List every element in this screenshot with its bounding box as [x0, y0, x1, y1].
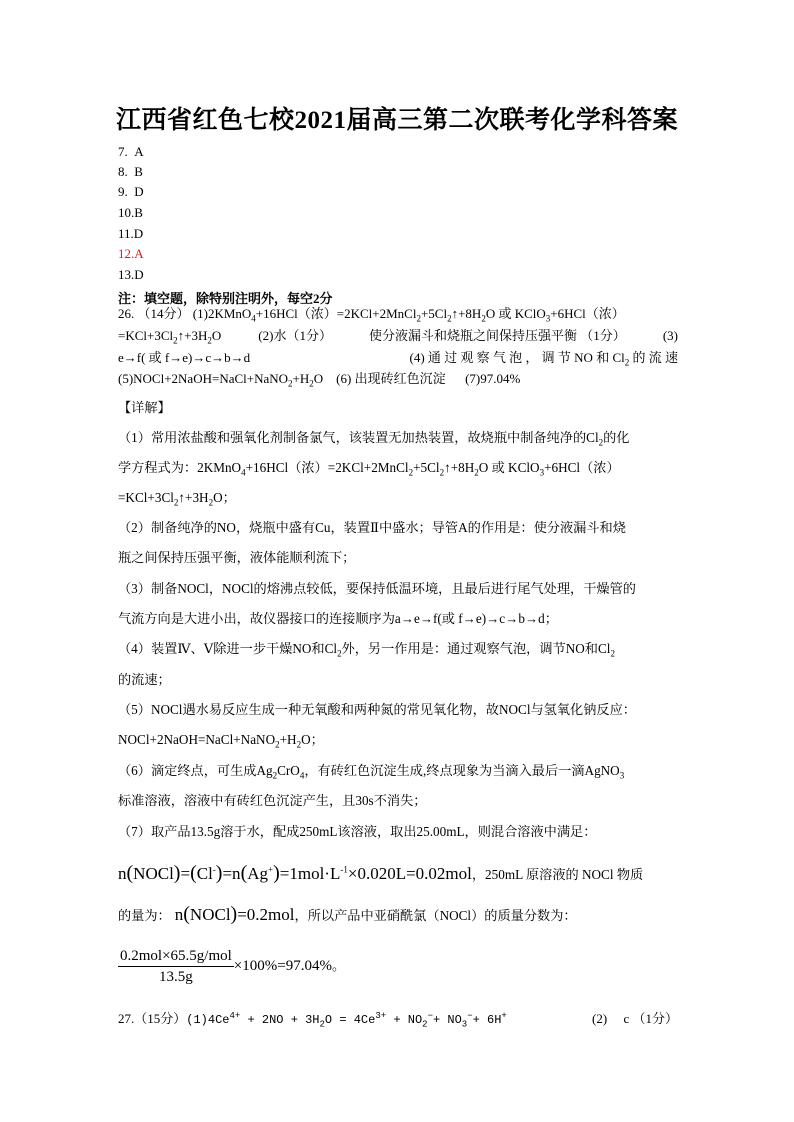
mass-fraction: $\frac{\text{0.2mol×65.5g/mol}}{13.5g}$ [120, 948, 232, 985]
detail-1-eq: 学方程式为：2KMnO$_4$+16HCl（浓）$=2KCl+2MnCl_2+5Cl_2↑+8H_2O$ 或 KClO$_3$+6HCl（浓） [118, 460, 620, 478]
detail-3-cont: 气流方向是大进小出，故仪器接口的连接顺序为a→e→f(或 f→e)→c→b→d； [118, 611, 558, 626]
detail-1: （1）常用浓盐酸和强氧化剂制备氯气，该装置无加热装置，故烧瓶中制备纯净的$Cl_2$的化 [118, 430, 630, 448]
q26-line-1: 26. （14分） (1)2KMnO$_4$+16HCl（浓）$=2KCl+2MnCl_2+5Cl_2↑+8H_2O$ 或 KClO$_3$+6HCl（浓） [118, 306, 625, 324]
answer-item: 11.D [118, 226, 144, 241]
detail-7-fraction: $\frac{\text{0.2mol×65.5g/mol}}{13.5g}$ ×100%=97.04%。 [120, 948, 345, 985]
grading-note: 注：填空题，除特别注明外，每空2分 [118, 291, 333, 306]
answer-item: 13.D [118, 267, 144, 282]
detail-2: （2）制备纯净的NO，烧瓶中盛有Cu，装置Ⅱ中盛水；导管A的作用是：使分液漏斗和烧 [118, 520, 626, 535]
detail-label: 【详解】 [118, 400, 171, 415]
answer-item: 10.B [118, 205, 143, 220]
detail-2-cont: 瓶之间保持压强平衡，液体能顺利流下； [118, 550, 356, 565]
answer-item: 8. B [118, 164, 143, 179]
detail-3: （3）制备NOCl，NOCl的熔沸点较低，要保持低温环境，且最后进行尾气处理，干燥管的 [118, 581, 636, 596]
answer-item-highlighted: 12.A [118, 246, 144, 261]
detail-5-eq: $NOCl+2NaOH=NaCl+NaNO_2+H_2O$； [118, 732, 324, 750]
detail-7-equation: $n(NOCl)=(Cl^-)=n(Ag^+)=1mol\cdot L^{-1}\times 0.020L=0.02mol$，250mL 原溶液的 NOCl 物质 [118, 862, 644, 884]
detail-4: （4）装置Ⅳ、Ⅴ除进一步干燥NO和$Cl_2$外，另一作用是：通过观察气泡，调节NO和$Cl_2$ [118, 641, 615, 659]
answer-item: 9. D [118, 184, 144, 199]
page-title: 江西省红色七校2021届高三第二次联考化学科答案 [115, 107, 678, 134]
q27-line-1: 27.（15分）$(1)4Ce^{4+} + 2NO + 3H_2O = 4Ce^{3+} + NO_2^-+ NO_3^-+ 6H^+$ (2) c （1分） [118, 1011, 678, 1030]
q26-line-3: e→f( 或 f→e)→c→b→d (4) 通 过 观 察 气 泡 ， 调 节 NO 和 $Cl_2$ 的 流 速 [118, 350, 678, 368]
detail-6-cont: 标准溶液，溶液中有砖红色沉淀产生，且30s不消失； [118, 793, 427, 808]
detail-1-eq-cont: $=KCl+3Cl_2↑+3H_2O$； [118, 490, 236, 508]
q26-line-2: $=KCl+3Cl_2↑+3H_2O$ (2)水（1分） 使分液漏斗和烧瓶之间保持压强平衡 （1分） (3) [118, 328, 678, 346]
answer-item: 7. A [118, 144, 144, 159]
q26-line-4: $(5)NOCl+2NaOH=NaCl+NaNO_2+H_2O$ (6) 出现砖红色沉淀 (7)97.04% [118, 371, 521, 389]
detail-5: （5）NOCl遇水易反应生成一种无氧酸和两种氮的常见氧化物，故NOCl与氢氧化钠反应： [118, 702, 636, 717]
detail-7-amount: 的量为： n(NOCl)=0.2mol，所以产品中亚硝酰氯（NOCl）的质量分数为： [118, 903, 577, 925]
detail-6: （6）滴定终点，可生成$Ag_2CrO_4$，有砖红色沉淀生成,终点现象为当滴入最后一滴AgNO$_3$ [118, 763, 625, 781]
detail-7: （7）取产品13.5g溶于水，配成250mL该溶液，取出25.00mL，则混合溶液中满足： [118, 824, 597, 839]
detail-4-cont: 的流速； [118, 672, 171, 687]
